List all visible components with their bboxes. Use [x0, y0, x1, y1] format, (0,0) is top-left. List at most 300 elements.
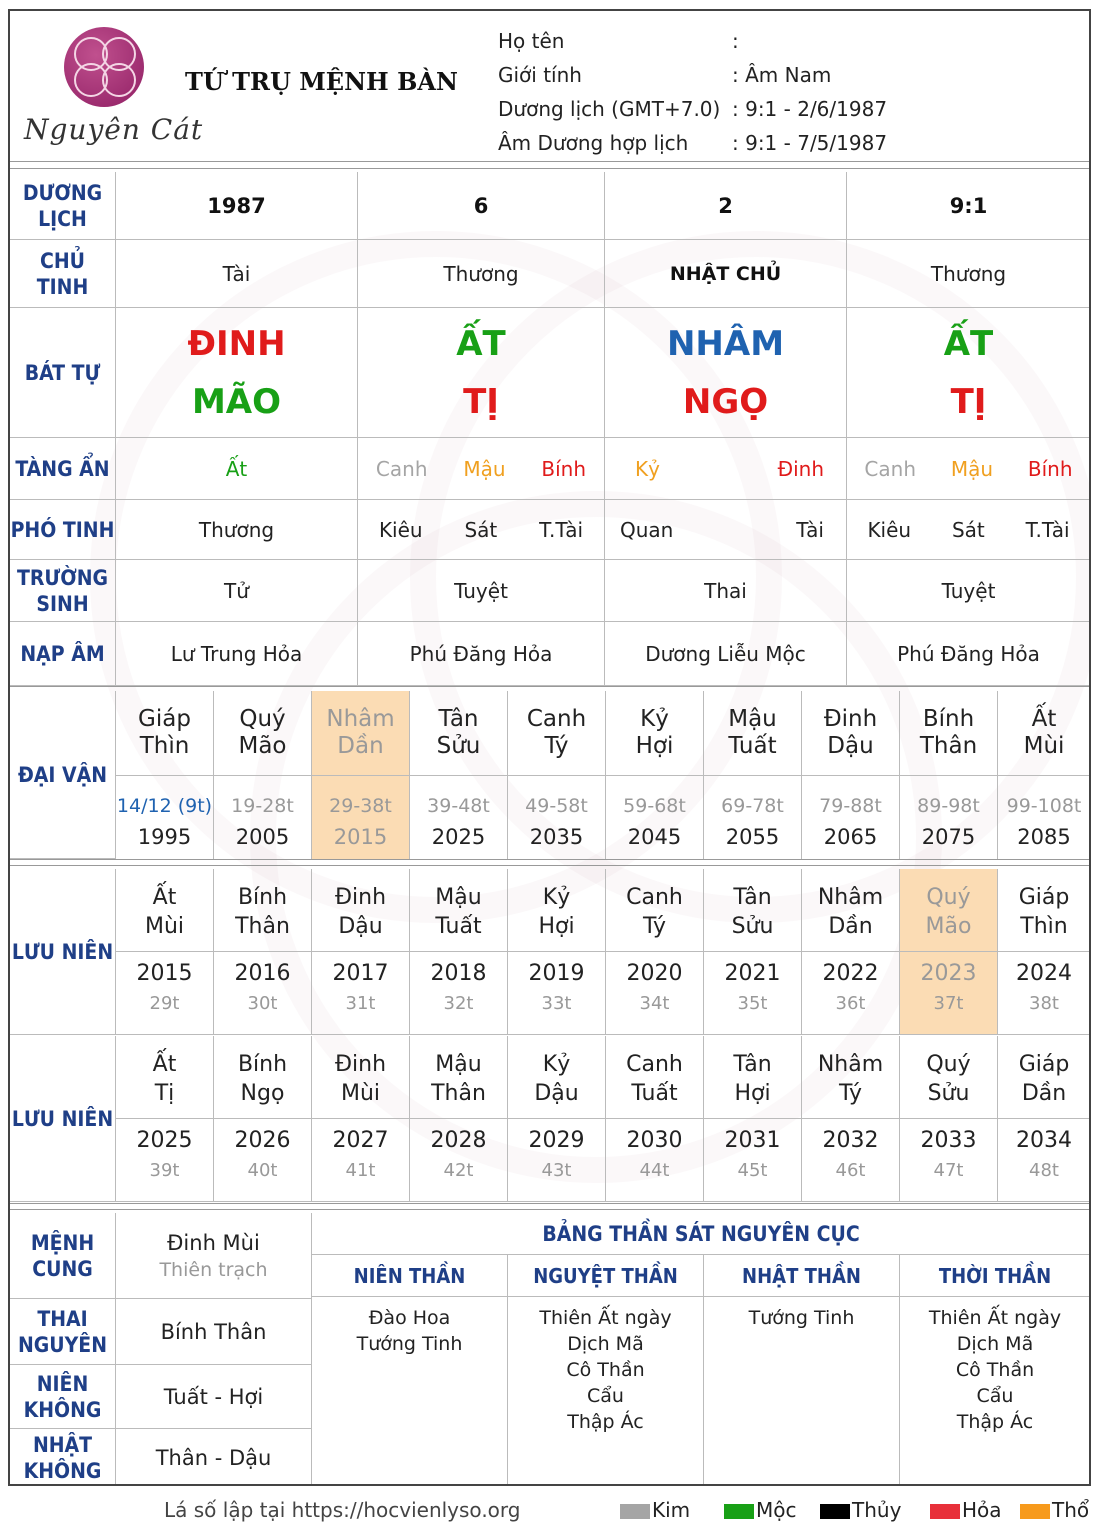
luu-nien-separator [312, 1118, 409, 1119]
hidden-stem: Bính [541, 456, 587, 481]
start-year: 2055 [725, 825, 780, 849]
age-range: 19-28t [231, 795, 294, 817]
pillar-branch: Thân [919, 733, 978, 759]
age-value: 36t [835, 993, 866, 1014]
secondary-stars [116, 500, 358, 560]
start-year: 2025 [431, 825, 486, 849]
pillar-value: 1987 [116, 172, 358, 240]
hidden-stem: Đinh [777, 456, 824, 481]
row-label-dai-van: ĐẠI VẬN [10, 691, 116, 859]
hidden-stem: Bính [1027, 456, 1073, 481]
luu-nien-item [900, 1036, 998, 1202]
luu-nien-separator [214, 951, 311, 952]
nien-khong-value-cell [116, 1365, 312, 1429]
than-sat-item: Tướng Tinh [356, 1333, 463, 1355]
pillar-branch: Mùi [1023, 733, 1065, 759]
luu-nien-separator [410, 1118, 507, 1119]
row-label-chu-tinh: CHỦ TINH [10, 240, 116, 308]
dai-van-separator [998, 775, 1090, 776]
divider [10, 686, 1091, 687]
secondary-star: Thương [198, 517, 275, 542]
age-range: 69-78t [721, 795, 784, 817]
dai-van-item [606, 691, 704, 859]
nap-am: Dương Liễu Mộc [605, 622, 847, 686]
year-value: 2020 [626, 961, 683, 986]
luu-nien-item [802, 869, 900, 1035]
dai-van-separator [312, 775, 409, 776]
earthly-branch: NGỌ [682, 381, 769, 422]
secondary-stars-list [847, 518, 1090, 542]
year-value: 2026 [234, 1128, 291, 1153]
pillar-bat-tu [358, 308, 605, 438]
year-stem: Quý [926, 885, 971, 910]
age-value: 37t [933, 993, 964, 1014]
row-label-truong-sinh: TRƯỜNG SINH [10, 560, 116, 622]
luu-nien-separator [998, 1118, 1090, 1119]
dai-van-separator [606, 775, 703, 776]
age-value: 47t [933, 1160, 964, 1181]
dai-van-item [410, 691, 508, 859]
dai-van-separator [704, 775, 801, 776]
row-label-duong-lich: DƯƠNG LỊCH [10, 172, 116, 240]
luu-nien-separator [606, 951, 703, 952]
luu-nien-separator [998, 951, 1090, 952]
pillar-branch: Tuất [728, 733, 777, 759]
row-label-bat-tu: BÁT TỰ [10, 308, 116, 438]
year-value: 2029 [528, 1128, 585, 1153]
luu-nien-separator [900, 1118, 997, 1119]
luu-nien-separator [312, 951, 409, 952]
year-branch: Dậu [338, 914, 383, 939]
pillar-branch: Dậu [827, 733, 874, 759]
year-value: 2025 [136, 1128, 193, 1153]
age-value: 33t [541, 993, 572, 1014]
earthly-branch: TỊ [463, 381, 499, 422]
legend-label: Mộc [756, 1498, 797, 1522]
year-value: 2019 [528, 961, 585, 986]
than-sat-list [704, 1305, 899, 1331]
row-label-nien-khong: NIÊN KHÔNG [10, 1365, 116, 1429]
earthly-branch: MÃO [191, 381, 282, 422]
luu-nien-item [704, 869, 802, 1035]
luu-nien-item [214, 1036, 312, 1202]
menh-cung-value: Đinh Mùi [167, 1230, 260, 1255]
luu-nien-item [508, 869, 606, 1035]
menh-cung-sub: Thiên trạch [159, 1258, 268, 1281]
than-sat-column [704, 1297, 900, 1486]
year-value: 2022 [822, 961, 879, 986]
year-stem: Tân [733, 885, 772, 910]
year-value: 2033 [920, 1128, 977, 1153]
age-range: 89-98t [917, 795, 980, 817]
year-branch: Thìn [1020, 914, 1068, 939]
legend-item [930, 1498, 1002, 1522]
life-stage: Tử [116, 560, 358, 622]
nhat-khong-value: Thân - Dậu [155, 1445, 272, 1470]
age-value: 39t [149, 1160, 180, 1181]
year-branch: Sửu [731, 914, 774, 939]
row-label-thai-nguyen: THAI NGUYÊN [10, 1299, 116, 1365]
luu-nien-item [998, 869, 1091, 1035]
year-branch: Tuất [631, 1081, 678, 1106]
year-value: 2016 [234, 961, 291, 986]
luu-nien-item [998, 1036, 1091, 1202]
secondary-star: T.Tài [1025, 517, 1070, 542]
pillar-branch: Mão [238, 733, 287, 759]
hidden-stems [847, 438, 1091, 500]
legend-item [724, 1498, 797, 1522]
pillar-bat-tu [605, 308, 847, 438]
than-sat-item: Cẩu [976, 1385, 1014, 1407]
dai-van-separator [508, 775, 605, 776]
year-stem: Giáp [1018, 885, 1070, 910]
row-label-pho-tinh: PHÓ TINH [10, 500, 116, 560]
than-sat-item: Đào Hoa [368, 1307, 451, 1329]
life-stage: Tuyệt [847, 560, 1091, 622]
age-range: 59-68t [623, 795, 686, 817]
year-value: 2017 [332, 961, 389, 986]
dai-van-item [900, 691, 998, 859]
info-value: : 9:1 - 2/6/1987 [732, 97, 888, 121]
hidden-stems [358, 438, 605, 500]
hidden-stems-list [116, 457, 357, 481]
hidden-stem: Canh [864, 456, 916, 481]
year-branch: Ngọ [240, 1081, 285, 1106]
thai-nguyen-value-cell [116, 1299, 312, 1365]
than-sat-item: Thiên Ất ngày [539, 1307, 672, 1329]
age-value: 29t [149, 993, 180, 1014]
dai-van-item [998, 691, 1091, 859]
year-branch: Dần [828, 914, 873, 939]
pillar-branch: Dần [337, 733, 384, 759]
age-range: 14/12 (9t) [116, 795, 213, 817]
luu-nien-separator [214, 1118, 311, 1119]
luu-nien-item [312, 869, 410, 1035]
than-sat-header: THỜI THẦN [900, 1255, 1091, 1297]
year-stem: Tân [733, 1052, 772, 1077]
than-sat-item: Cô Thần [955, 1359, 1035, 1381]
year-branch: Thân [235, 914, 290, 939]
legend-swatch [820, 1504, 850, 1519]
hidden-stems-list [358, 457, 604, 481]
footer [0, 1488, 1100, 1528]
than-sat-item: Cẩu [587, 1385, 624, 1407]
hidden-stems-list [847, 457, 1090, 481]
divider [10, 865, 1091, 866]
header [10, 11, 1091, 163]
legend-label: Thủy [852, 1498, 902, 1522]
luu-nien-item [508, 1036, 606, 1202]
pillar-stem: Tân [438, 706, 479, 732]
than-sat-header: NIÊN THẦN [312, 1255, 508, 1297]
hidden-stem: Canh [375, 456, 428, 481]
pillar-main-star: Thương [358, 240, 605, 308]
year-value: 2027 [332, 1128, 389, 1153]
hidden-stem: Mậu [463, 456, 506, 481]
legend-item [820, 1498, 901, 1522]
year-stem: Canh [626, 1052, 683, 1077]
nap-am: Phú Đăng Hỏa [358, 622, 605, 686]
age-range: 29-38t [329, 795, 392, 817]
luu-nien-item [900, 869, 998, 1035]
year-value: 2028 [430, 1128, 487, 1153]
than-sat-item: Dịch Mã [956, 1333, 1034, 1355]
info-value: : [732, 29, 739, 53]
age-range: 39-48t [427, 795, 490, 817]
legend-item [1020, 1498, 1089, 1522]
secondary-star: Quan [620, 517, 674, 542]
pillar-stem: Bính [922, 706, 975, 732]
age-value: 48t [1029, 1160, 1059, 1181]
luu-nien-separator [508, 951, 605, 952]
than-sat-item: Dịch Mã [567, 1333, 644, 1355]
secondary-stars [847, 500, 1091, 560]
info-label: Họ tên [498, 29, 565, 53]
luu-nien-separator [508, 1118, 605, 1119]
nap-am: Phú Đăng Hỏa [847, 622, 1091, 686]
luu-nien-item [606, 1036, 704, 1202]
info-label: Dương lịch (GMT+7.0) [498, 97, 721, 121]
year-stem: Nhâm [817, 1052, 884, 1077]
year-value: 2023 [920, 961, 977, 986]
year-stem: Mậu [435, 885, 482, 910]
age-value: 35t [737, 993, 768, 1014]
secondary-stars-list [358, 518, 604, 542]
heavenly-stem: ẤT [943, 323, 994, 364]
age-range: 49-58t [525, 795, 588, 817]
start-year: 2045 [627, 825, 682, 849]
hidden-stem: Mậu [950, 456, 994, 481]
pillar-stem: Giáp [138, 706, 191, 732]
year-branch: Hợi [734, 1081, 771, 1106]
start-year: 2065 [823, 825, 878, 849]
nap-am: Lư Trung Hỏa [116, 622, 358, 686]
hidden-stems-list [605, 457, 846, 481]
year-stem: Đinh [334, 1052, 387, 1077]
hidden-stem: Ất [225, 456, 248, 481]
row-label-luu-nien: LƯU NIÊN [10, 869, 116, 1035]
luu-nien-separator [410, 951, 507, 952]
divider [10, 1209, 1091, 1210]
than-sat-item: Thập Ác [956, 1411, 1034, 1433]
year-stem: Canh [626, 885, 683, 910]
divider [10, 859, 1091, 860]
year-branch: Hợi [538, 914, 575, 939]
dai-van-separator [214, 775, 311, 776]
year-stem: Mậu [435, 1052, 482, 1077]
year-stem: Bính [237, 1052, 288, 1077]
age-value: 44t [639, 1160, 670, 1181]
hidden-stems [605, 438, 847, 500]
pillar-branch: Tý [544, 733, 569, 759]
age-value: 43t [541, 1160, 572, 1181]
year-stem: Ất [152, 885, 177, 910]
pillar-main-star: Thương [847, 240, 1091, 308]
pillar-stem: Nhâm [326, 706, 395, 732]
nhat-khong-value-cell [116, 1429, 312, 1486]
legend-label: Kim [652, 1498, 691, 1522]
dai-van-separator [116, 775, 213, 776]
luu-nien-separator [704, 951, 801, 952]
luu-nien-separator [802, 1118, 899, 1119]
luu-nien-item [802, 1036, 900, 1202]
luu-nien-separator [116, 1118, 213, 1119]
row-label-nap-am: NẠP ÂM [10, 622, 116, 686]
dai-van-item [704, 691, 802, 859]
year-branch: Thân [431, 1081, 486, 1106]
pillar-main-star: NHẬT CHỦ [605, 240, 847, 308]
age-value: 38t [1029, 993, 1059, 1014]
age-value: 30t [247, 993, 278, 1014]
legend-swatch [1020, 1504, 1050, 1519]
source-text: Lá số lập tại https://hocvienlyso.org [164, 1498, 521, 1522]
than-sat-column [900, 1297, 1091, 1486]
year-branch: Tuất [435, 914, 482, 939]
pillar-stem: Mậu [728, 706, 777, 732]
year-stem: Bính [237, 885, 288, 910]
age-value: 40t [247, 1160, 278, 1181]
logo [24, 21, 204, 161]
dai-van-separator [900, 775, 997, 776]
year-value: 2015 [136, 961, 193, 986]
year-branch: Mão [925, 914, 972, 939]
start-year: 2085 [1017, 825, 1071, 849]
secondary-star: Kiêu [378, 517, 423, 542]
secondary-star: T.Tài [539, 517, 584, 542]
legend-swatch [620, 1504, 650, 1519]
luu-nien-item [704, 1036, 802, 1202]
pillar-branch: Hợi [635, 733, 674, 759]
pillar-value: 6 [358, 172, 605, 240]
than-sat-item: Thiên Ất ngày [928, 1307, 1062, 1329]
pillar-stem: Quý [239, 706, 286, 732]
than-sat-list [312, 1305, 507, 1357]
row-label-tang-an: TÀNG ẨN [10, 438, 116, 500]
luu-nien-separator [116, 951, 213, 952]
than-sat-item: Thập Ác [567, 1411, 644, 1433]
start-year: 2075 [921, 825, 976, 849]
year-stem: Ất [152, 1052, 177, 1077]
logo-text: Nguyên Cát [24, 113, 204, 146]
luu-nien-item [116, 869, 214, 1035]
year-branch: Tý [838, 1081, 863, 1106]
age-value: 32t [443, 993, 474, 1014]
luu-nien-item [606, 869, 704, 1035]
nien-khong-value: Tuất - Hợi [163, 1384, 264, 1409]
year-branch: Dần [1021, 1081, 1067, 1106]
heavenly-stem: ĐINH [187, 323, 286, 364]
dai-van-item [116, 691, 214, 859]
start-year: 2035 [529, 825, 584, 849]
than-sat-column [508, 1297, 704, 1486]
secondary-star: Kiêu [867, 517, 912, 542]
pillar-value: 9:1 [847, 172, 1091, 240]
logo-icon [64, 27, 144, 107]
age-range: 79-88t [819, 795, 882, 817]
start-year: 2005 [235, 825, 290, 849]
legend-label: Hỏa [962, 1498, 1002, 1522]
year-branch: Tị [154, 1081, 175, 1106]
year-branch: Sửu [927, 1081, 970, 1106]
than-sat-header: NHẬT THẦN [704, 1255, 900, 1297]
than-sat-item: Tướng Tinh [748, 1307, 855, 1329]
dai-van-item [508, 691, 606, 859]
dai-van-separator [410, 775, 507, 776]
pillar-bat-tu [116, 308, 358, 438]
pillar-value: 2 [605, 172, 847, 240]
row-label-nhat-khong: NHẬT KHÔNG [10, 1429, 116, 1486]
luu-nien-item [410, 1036, 508, 1202]
year-branch: Dậu [534, 1081, 579, 1106]
age-value: 41t [345, 1160, 376, 1181]
luu-nien-separator [900, 951, 997, 952]
heavenly-stem: NHÂM [666, 323, 785, 364]
pillar-stem: Canh [526, 706, 587, 732]
legend-item [620, 1498, 690, 1522]
year-branch: Mùi [340, 1081, 381, 1106]
secondary-star: Tài [796, 517, 824, 542]
luu-nien-separator [704, 1118, 801, 1119]
secondary-stars-list [605, 518, 846, 542]
year-stem: Nhâm [817, 885, 884, 910]
than-sat-title: BẢNG THẦN SÁT NGUYÊN CỤC [312, 1213, 1091, 1255]
legend-swatch [930, 1504, 960, 1519]
dai-van-separator [802, 775, 899, 776]
age-value: 42t [443, 1160, 474, 1181]
year-value: 2031 [724, 1128, 781, 1153]
dai-van-item [214, 691, 312, 859]
year-value: 2032 [822, 1128, 879, 1153]
start-year: 1995 [137, 825, 192, 849]
year-branch: Tý [642, 914, 667, 939]
than-sat-list [508, 1305, 703, 1435]
luu-nien-separator [802, 951, 899, 952]
pillar-bat-tu [847, 308, 1091, 438]
secondary-stars [605, 500, 847, 560]
age-value: 45t [737, 1160, 768, 1181]
year-value: 2021 [724, 961, 781, 986]
secondary-star: Sát [464, 517, 498, 542]
pillar-stem: Kỷ [640, 706, 669, 732]
secondary-star: Sát [951, 517, 985, 542]
than-sat-item: Cô Thần [566, 1359, 645, 1381]
year-stem: Quý [926, 1052, 971, 1077]
secondary-stars-list [116, 518, 357, 542]
luu-nien-item [410, 869, 508, 1035]
info-value: : 9:1 - 7/5/1987 [732, 131, 888, 155]
luu-nien-item [312, 1036, 410, 1202]
row-label-luu-nien: LƯU NIÊN [10, 1036, 116, 1202]
pillar-stem: Đinh [823, 706, 878, 732]
menh-cung-value-cell [116, 1213, 312, 1299]
info-label: Giới tính [498, 63, 582, 87]
luu-nien-item [214, 869, 312, 1035]
legend-swatch [724, 1504, 754, 1519]
than-sat-column [312, 1297, 508, 1486]
age-value: 31t [345, 993, 376, 1014]
pillar-main-star: Tài [116, 240, 358, 308]
year-value: 2034 [1016, 1128, 1072, 1153]
year-value: 2024 [1016, 961, 1072, 986]
luu-nien-separator [606, 1118, 703, 1119]
dai-van-item [312, 691, 410, 859]
life-stage: Tuyệt [358, 560, 605, 622]
year-stem: Đinh [334, 885, 387, 910]
info-value: : Âm Nam [732, 63, 832, 87]
info-label: Âm Dương hợp lịch [498, 131, 689, 155]
than-sat-list [900, 1305, 1090, 1435]
hidden-stems [116, 438, 358, 500]
